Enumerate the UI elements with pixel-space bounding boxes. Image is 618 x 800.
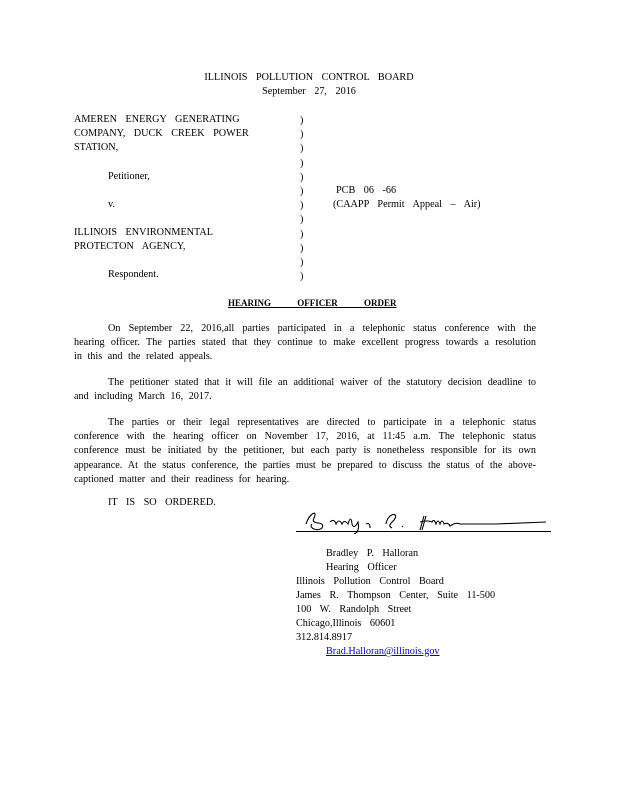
handwritten-signature	[296, 504, 556, 534]
signer-name: Bradley P. Halloran	[326, 548, 419, 559]
versus-label: v.	[108, 199, 115, 210]
closing-statement: IT IS SO ORDERED.	[108, 497, 216, 508]
paragraph-2	[74, 376, 536, 404]
case-number: PCB 06 -66	[336, 185, 397, 196]
board-name-heading: ILLINOIS POLLUTION CONTROL BOARD	[204, 72, 414, 83]
order-date: September 27, 2016	[262, 86, 356, 97]
signature-line	[296, 531, 551, 532]
petitioner-name-line2: COMPANY, DUCK CREEK POWER	[74, 128, 249, 139]
caption-parentheses: ) ) ) ) ) ) ) ) ) ) ) )	[300, 115, 304, 283]
respondent-name-line1: ILLINOIS ENVIRONMENTAL	[74, 227, 214, 238]
paragraph-1	[74, 322, 536, 365]
order-title: HEARING OFFICER ORDER	[228, 298, 397, 308]
signer-building: James R. Thompson Center, Suite 11-500	[296, 590, 496, 601]
respondent-label: Respondent.	[108, 269, 159, 280]
signer-phone: 312.814.8917	[296, 632, 353, 643]
petitioner-name-line3: STATION,	[74, 142, 119, 153]
paragraph-3	[74, 416, 536, 487]
signer-org: Illinois Pollution Control Board	[296, 576, 444, 587]
signer-email-link[interactable]: Brad.Halloran@illinois.gov	[326, 646, 440, 657]
case-type: (CAAPP Permit Appeal – Air)	[333, 199, 481, 210]
paragraph-1-text: On September 22, 2016,all parties participated in a telephonic status conference with the hearing officer. The parties stated that they continue to make excellent progress towards a resolution in this and the related appeals.	[74, 323, 536, 363]
paragraph-3-text: The parties or their legal representatives are directed to participate in a telephonic status conference with the hearing officer on November 17, 2016, at 11:45 a.m. The telephonic status conference must be initiated by the petitioner, but each party is nonetheless responsible for its own appearance. At the status conference, the parties must be prepared to discuss the status of the above- captioned matter and their readiness for hearing.	[74, 417, 536, 485]
signer-title: Hearing Officer	[326, 562, 397, 573]
respondent-name-line2: PROTECTON AGENCY,	[74, 241, 186, 252]
petitioner-name-line1: AMEREN ENERGY GENERATING	[74, 114, 240, 125]
petitioner-label: Petitioner,	[108, 171, 150, 182]
signer-city: Chicago,Illinois 60601	[296, 618, 396, 629]
paragraph-2-text: The petitioner stated that it will file an additional waiver of the statutory decision deadline to and including March 16, 2017.	[74, 377, 536, 403]
signer-street: 100 W. Randolph Street	[296, 604, 412, 615]
